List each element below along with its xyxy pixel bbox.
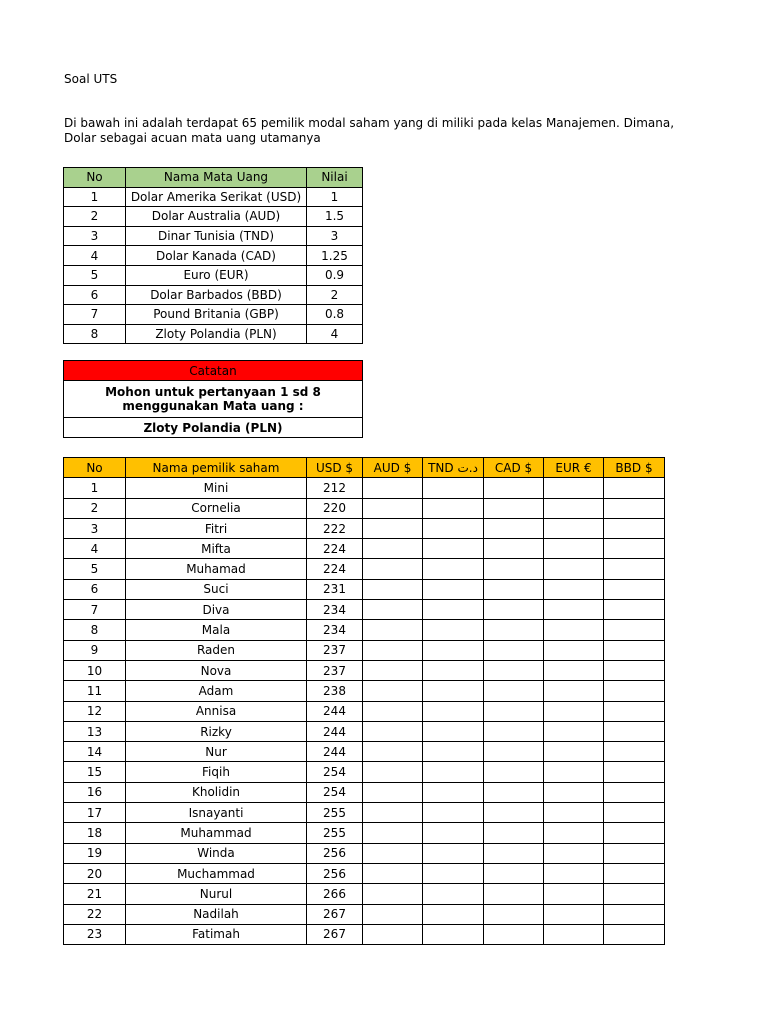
owners-header-tnd: TND د.ت bbox=[423, 458, 484, 478]
cell-owner-name: Muchammad bbox=[126, 863, 307, 883]
cell-currency-name: Dolar Amerika Serikat (USD) bbox=[126, 187, 307, 207]
cell-tnd bbox=[423, 681, 484, 701]
cell-bbd bbox=[604, 579, 665, 599]
cell-tnd bbox=[423, 559, 484, 579]
cell-eur bbox=[544, 701, 604, 721]
intro-paragraph: Di bawah ini adalah terdapat 65 pemilik modal saham yang di miliki pada kelas Manajemen. Dimana, Dolar sebagai acuan mata uang utamanya bbox=[64, 116, 675, 145]
owners-header-name: Nama pemilik saham bbox=[126, 458, 307, 478]
currency-header-no: No bbox=[64, 168, 126, 188]
table-row bbox=[64, 187, 363, 207]
cell-usd: 220 bbox=[307, 498, 363, 518]
cell-owner-name: Nadilah bbox=[126, 904, 307, 924]
cell-currency-name: Dolar Barbados (BBD) bbox=[126, 285, 307, 305]
cell-eur bbox=[544, 498, 604, 518]
cell-owner-name: Isnayanti bbox=[126, 803, 307, 823]
cell-bbd bbox=[604, 721, 665, 741]
cell-eur bbox=[544, 539, 604, 559]
cell-cad bbox=[484, 721, 544, 741]
cell-owner-name: Fiqih bbox=[126, 762, 307, 782]
cell-no: 13 bbox=[64, 721, 126, 741]
cell-tnd bbox=[423, 620, 484, 640]
cell-tnd bbox=[423, 579, 484, 599]
table-row bbox=[64, 478, 665, 498]
table-row bbox=[64, 539, 665, 559]
cell-no: 18 bbox=[64, 823, 126, 843]
cell-owner-name: Kholidin bbox=[126, 782, 307, 802]
cell-no: 20 bbox=[64, 863, 126, 883]
note-box bbox=[63, 360, 363, 438]
cell-owner-name: Nur bbox=[126, 742, 307, 762]
cell-eur bbox=[544, 721, 604, 741]
cell-eur bbox=[544, 478, 604, 498]
cell-cad bbox=[484, 742, 544, 762]
cell-value: 1 bbox=[307, 187, 363, 207]
table-row bbox=[64, 701, 665, 721]
cell-bbd bbox=[604, 539, 665, 559]
cell-aud bbox=[363, 904, 423, 924]
cell-value: 0.8 bbox=[307, 305, 363, 325]
cell-bbd bbox=[604, 478, 665, 498]
cell-no: 7 bbox=[64, 600, 126, 620]
cell-usd: 254 bbox=[307, 762, 363, 782]
cell-owner-name: Diva bbox=[126, 600, 307, 620]
cell-usd: 222 bbox=[307, 518, 363, 538]
cell-bbd bbox=[604, 762, 665, 782]
note-header: Catatan bbox=[64, 361, 363, 381]
currency-table bbox=[63, 167, 363, 344]
currency-table-header-row bbox=[64, 168, 363, 188]
cell-currency-name: Dolar Kanada (CAD) bbox=[126, 246, 307, 266]
cell-bbd bbox=[604, 884, 665, 904]
cell-aud bbox=[363, 762, 423, 782]
table-row bbox=[64, 246, 363, 266]
cell-cad bbox=[484, 823, 544, 843]
cell-cad bbox=[484, 863, 544, 883]
cell-eur bbox=[544, 620, 604, 640]
cell-owner-name: Mifta bbox=[126, 539, 307, 559]
cell-tnd bbox=[423, 924, 484, 944]
cell-no: 8 bbox=[64, 620, 126, 640]
note-currency: Zloty Polandia (PLN) bbox=[64, 418, 363, 438]
table-row bbox=[64, 782, 665, 802]
cell-tnd bbox=[423, 660, 484, 680]
cell-aud bbox=[363, 498, 423, 518]
cell-no: 21 bbox=[64, 884, 126, 904]
cell-cad bbox=[484, 640, 544, 660]
cell-bbd bbox=[604, 782, 665, 802]
page-title: Soal UTS bbox=[64, 72, 118, 86]
cell-cad bbox=[484, 498, 544, 518]
cell-cad bbox=[484, 782, 544, 802]
cell-tnd bbox=[423, 539, 484, 559]
cell-bbd bbox=[604, 600, 665, 620]
cell-aud bbox=[363, 640, 423, 660]
cell-no: 2 bbox=[64, 207, 126, 227]
table-row bbox=[64, 207, 363, 227]
cell-aud bbox=[363, 843, 423, 863]
cell-owner-name: Nurul bbox=[126, 884, 307, 904]
cell-cad bbox=[484, 559, 544, 579]
cell-tnd bbox=[423, 782, 484, 802]
cell-usd: 256 bbox=[307, 863, 363, 883]
cell-eur bbox=[544, 600, 604, 620]
cell-value: 2 bbox=[307, 285, 363, 305]
cell-aud bbox=[363, 478, 423, 498]
cell-owner-name: Annisa bbox=[126, 701, 307, 721]
cell-cad bbox=[484, 539, 544, 559]
cell-cad bbox=[484, 518, 544, 538]
cell-no: 3 bbox=[64, 226, 126, 246]
cell-bbd bbox=[604, 518, 665, 538]
cell-owner-name: Fatimah bbox=[126, 924, 307, 944]
cell-usd: 267 bbox=[307, 904, 363, 924]
cell-eur bbox=[544, 782, 604, 802]
cell-no: 15 bbox=[64, 762, 126, 782]
cell-cad bbox=[484, 762, 544, 782]
table-row bbox=[64, 742, 665, 762]
cell-usd: 256 bbox=[307, 843, 363, 863]
cell-bbd bbox=[604, 660, 665, 680]
cell-aud bbox=[363, 539, 423, 559]
cell-eur bbox=[544, 559, 604, 579]
cell-eur bbox=[544, 803, 604, 823]
cell-bbd bbox=[604, 742, 665, 762]
table-row bbox=[64, 823, 665, 843]
cell-no: 6 bbox=[64, 579, 126, 599]
cell-usd: 237 bbox=[307, 640, 363, 660]
cell-owner-name: Nova bbox=[126, 660, 307, 680]
cell-bbd bbox=[604, 559, 665, 579]
cell-eur bbox=[544, 904, 604, 924]
cell-no: 17 bbox=[64, 803, 126, 823]
cell-owner-name: Adam bbox=[126, 681, 307, 701]
cell-cad bbox=[484, 660, 544, 680]
cell-no: 4 bbox=[64, 539, 126, 559]
cell-aud bbox=[363, 518, 423, 538]
cell-eur bbox=[544, 742, 604, 762]
owners-table-header-row bbox=[64, 458, 665, 478]
cell-owner-name: Mala bbox=[126, 620, 307, 640]
cell-value: 1.5 bbox=[307, 207, 363, 227]
cell-no: 9 bbox=[64, 640, 126, 660]
cell-bbd bbox=[604, 904, 665, 924]
cell-eur bbox=[544, 863, 604, 883]
cell-no: 6 bbox=[64, 285, 126, 305]
table-row bbox=[64, 721, 665, 741]
table-row bbox=[64, 904, 665, 924]
table-row bbox=[64, 265, 363, 285]
cell-bbd bbox=[604, 620, 665, 640]
cell-tnd bbox=[423, 823, 484, 843]
cell-owner-name: Winda bbox=[126, 843, 307, 863]
cell-tnd bbox=[423, 478, 484, 498]
cell-owner-name: Suci bbox=[126, 579, 307, 599]
cell-owner-name: Cornelia bbox=[126, 498, 307, 518]
cell-eur bbox=[544, 924, 604, 944]
cell-tnd bbox=[423, 863, 484, 883]
cell-currency-name: Zloty Polandia (PLN) bbox=[126, 324, 307, 344]
cell-owner-name: Fitri bbox=[126, 518, 307, 538]
cell-tnd bbox=[423, 498, 484, 518]
cell-aud bbox=[363, 660, 423, 680]
cell-tnd bbox=[423, 762, 484, 782]
cell-usd: 244 bbox=[307, 701, 363, 721]
cell-tnd bbox=[423, 884, 484, 904]
cell-usd: 266 bbox=[307, 884, 363, 904]
cell-eur bbox=[544, 762, 604, 782]
cell-cad bbox=[484, 600, 544, 620]
cell-usd: 231 bbox=[307, 579, 363, 599]
cell-owner-name: Raden bbox=[126, 640, 307, 660]
table-row bbox=[64, 681, 665, 701]
cell-eur bbox=[544, 640, 604, 660]
cell-no: 19 bbox=[64, 843, 126, 863]
cell-tnd bbox=[423, 640, 484, 660]
currency-header-value: Nilai bbox=[307, 168, 363, 188]
cell-no: 16 bbox=[64, 782, 126, 802]
cell-currency-name: Dinar Tunisia (TND) bbox=[126, 226, 307, 246]
cell-cad bbox=[484, 478, 544, 498]
cell-usd: 212 bbox=[307, 478, 363, 498]
cell-cad bbox=[484, 701, 544, 721]
cell-cad bbox=[484, 904, 544, 924]
cell-no: 3 bbox=[64, 518, 126, 538]
cell-aud bbox=[363, 782, 423, 802]
cell-owner-name: Rizky bbox=[126, 721, 307, 741]
cell-no: 1 bbox=[64, 187, 126, 207]
cell-owner-name: Mini bbox=[126, 478, 307, 498]
cell-aud bbox=[363, 681, 423, 701]
cell-no: 12 bbox=[64, 701, 126, 721]
cell-aud bbox=[363, 803, 423, 823]
cell-eur bbox=[544, 579, 604, 599]
cell-value: 3 bbox=[307, 226, 363, 246]
cell-bbd bbox=[604, 803, 665, 823]
owners-header-eur: EUR € bbox=[544, 458, 604, 478]
cell-no: 10 bbox=[64, 660, 126, 680]
cell-tnd bbox=[423, 701, 484, 721]
table-row bbox=[64, 640, 665, 660]
cell-usd: 255 bbox=[307, 803, 363, 823]
cell-usd: 237 bbox=[307, 660, 363, 680]
cell-usd: 234 bbox=[307, 600, 363, 620]
cell-cad bbox=[484, 803, 544, 823]
cell-usd: 255 bbox=[307, 823, 363, 843]
cell-no: 7 bbox=[64, 305, 126, 325]
table-row bbox=[64, 579, 665, 599]
cell-bbd bbox=[604, 843, 665, 863]
owners-header-aud: AUD $ bbox=[363, 458, 423, 478]
cell-tnd bbox=[423, 721, 484, 741]
cell-bbd bbox=[604, 701, 665, 721]
table-row bbox=[64, 660, 665, 680]
cell-no: 22 bbox=[64, 904, 126, 924]
cell-currency-name: Dolar Australia (AUD) bbox=[126, 207, 307, 227]
cell-eur bbox=[544, 884, 604, 904]
cell-usd: 267 bbox=[307, 924, 363, 944]
cell-bbd bbox=[604, 924, 665, 944]
cell-aud bbox=[363, 620, 423, 640]
cell-no: 14 bbox=[64, 742, 126, 762]
cell-usd: 224 bbox=[307, 539, 363, 559]
table-row bbox=[64, 924, 665, 944]
cell-tnd bbox=[423, 518, 484, 538]
cell-aud bbox=[363, 924, 423, 944]
cell-eur bbox=[544, 681, 604, 701]
table-row bbox=[64, 498, 665, 518]
cell-no: 1 bbox=[64, 478, 126, 498]
cell-aud bbox=[363, 742, 423, 762]
cell-cad bbox=[484, 924, 544, 944]
table-row bbox=[64, 285, 363, 305]
cell-eur bbox=[544, 823, 604, 843]
cell-currency-name: Euro (EUR) bbox=[126, 265, 307, 285]
cell-usd: 238 bbox=[307, 681, 363, 701]
cell-aud bbox=[363, 823, 423, 843]
cell-no: 5 bbox=[64, 559, 126, 579]
cell-usd: 224 bbox=[307, 559, 363, 579]
owners-header-bbd: BBD $ bbox=[604, 458, 665, 478]
cell-value: 1.25 bbox=[307, 246, 363, 266]
cell-no: 2 bbox=[64, 498, 126, 518]
owners-header-cad: CAD $ bbox=[484, 458, 544, 478]
cell-no: 8 bbox=[64, 324, 126, 344]
cell-tnd bbox=[423, 843, 484, 863]
cell-aud bbox=[363, 863, 423, 883]
cell-eur bbox=[544, 518, 604, 538]
cell-no: 11 bbox=[64, 681, 126, 701]
note-body: Mohon untuk pertanyaan 1 sd 8 menggunakan Mata uang : bbox=[64, 381, 363, 418]
cell-aud bbox=[363, 579, 423, 599]
cell-owner-name: Muhamad bbox=[126, 559, 307, 579]
table-row bbox=[64, 324, 363, 344]
cell-bbd bbox=[604, 640, 665, 660]
cell-usd: 244 bbox=[307, 721, 363, 741]
table-row bbox=[64, 884, 665, 904]
cell-eur bbox=[544, 660, 604, 680]
cell-eur bbox=[544, 843, 604, 863]
table-row bbox=[64, 863, 665, 883]
table-row bbox=[64, 559, 665, 579]
cell-cad bbox=[484, 884, 544, 904]
cell-currency-name: Pound Britania (GBP) bbox=[126, 305, 307, 325]
table-row bbox=[64, 600, 665, 620]
cell-value: 0.9 bbox=[307, 265, 363, 285]
table-row bbox=[64, 620, 665, 640]
currency-header-name: Nama Mata Uang bbox=[126, 168, 307, 188]
cell-usd: 254 bbox=[307, 782, 363, 802]
table-row bbox=[64, 803, 665, 823]
owners-table bbox=[63, 457, 665, 945]
cell-no: 4 bbox=[64, 246, 126, 266]
cell-no: 23 bbox=[64, 924, 126, 944]
owners-header-usd: USD $ bbox=[307, 458, 363, 478]
cell-owner-name: Muhammad bbox=[126, 823, 307, 843]
table-row bbox=[64, 843, 665, 863]
cell-bbd bbox=[604, 823, 665, 843]
cell-cad bbox=[484, 579, 544, 599]
cell-tnd bbox=[423, 600, 484, 620]
cell-usd: 244 bbox=[307, 742, 363, 762]
owners-header-no: No bbox=[64, 458, 126, 478]
cell-cad bbox=[484, 681, 544, 701]
table-row bbox=[64, 518, 665, 538]
cell-aud bbox=[363, 559, 423, 579]
cell-bbd bbox=[604, 863, 665, 883]
table-row bbox=[64, 762, 665, 782]
cell-tnd bbox=[423, 742, 484, 762]
cell-aud bbox=[363, 721, 423, 741]
table-row bbox=[64, 226, 363, 246]
cell-aud bbox=[363, 701, 423, 721]
cell-aud bbox=[363, 884, 423, 904]
cell-no: 5 bbox=[64, 265, 126, 285]
cell-cad bbox=[484, 843, 544, 863]
table-row bbox=[64, 305, 363, 325]
cell-bbd bbox=[604, 498, 665, 518]
cell-bbd bbox=[604, 681, 665, 701]
cell-cad bbox=[484, 620, 544, 640]
cell-value: 4 bbox=[307, 324, 363, 344]
cell-aud bbox=[363, 600, 423, 620]
cell-tnd bbox=[423, 904, 484, 924]
cell-usd: 234 bbox=[307, 620, 363, 640]
cell-tnd bbox=[423, 803, 484, 823]
